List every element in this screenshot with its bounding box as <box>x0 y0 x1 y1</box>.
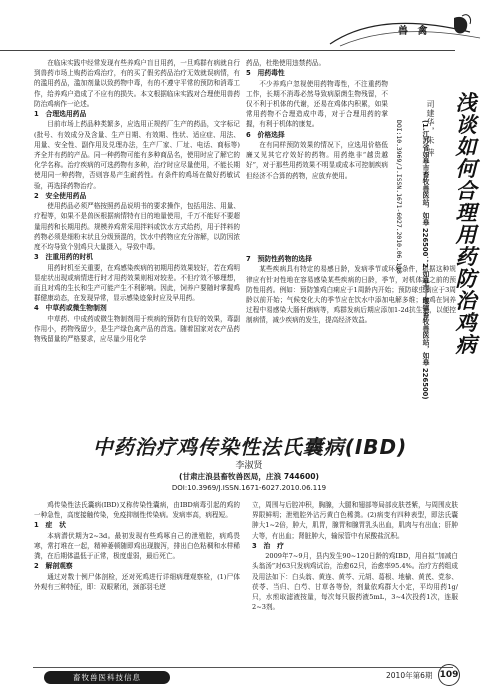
section-heading: 4 中草药或微生物制剂 <box>34 304 107 313</box>
article1-title-char: 浅 <box>455 91 477 115</box>
footer-rule <box>33 667 453 668</box>
journal-name-badge: 畜牧兽医科技信息 <box>44 671 170 684</box>
body-paragraph: 立，周围与后腔冲积，胸腺，大腿和翅部等局部皮肤苍紫，与周围皮肤界限鲜明；泄殖腔外沾污黄白色稀粪。(2)病变有四种表型，即法氏囊肿大1~2倍，肿大，肌胃，腺胃和腺胃乳头出血，肌肉与有出血；肝肿大等，有出血；肾脏肿大，输尿管中有尿酸盐沉积。 <box>252 501 458 540</box>
section-heading: 2 安全使用药品 <box>34 191 87 200</box>
article1-column-1 <box>34 58 240 414</box>
article1-title-char: 病 <box>455 333 477 357</box>
article1-affiliation: (1.江苏省如皋市畜牧兽医站，如皋 226500；2.如皋市丁堰镇畜牧兽医站，如皋 226500) <box>421 120 429 400</box>
article1-title-char: 鸡 <box>455 311 477 335</box>
page-number: 109 <box>438 664 460 686</box>
issue-label: 2010年第6期 <box>386 671 433 680</box>
section-heading: 3 注重用药的时机 <box>34 253 94 262</box>
body-paragraph: 不少养鸡户忽视使用药物毒性，不注重药物工作，长期不消毒必然导致病原菌生物残留，不仅不利于机体的代谢，还易在鸡体内积累，如果常用药物不合理造成中毒，对于合理用药的掌握，有利于机体的康复。 <box>246 79 388 129</box>
body-paragraph: 使用药品必须严格按照药品说明书的要求操作，包括用法、用量、疗程等，如果不是兽医根据病情特有目的地量使用，千万不能好不要超量用药和长期用药。规模养鸡常采用拌料或饮水方式给药，用于拌料的药物必须是细粉末状且分级预混的，饮水中药物应充分溶解，以防因浓度不均导致个别鸡只大量摄入，导致中毒。 <box>34 202 240 252</box>
article1-title-char: 治 <box>455 289 477 313</box>
section-title: 兽 禽 <box>398 26 431 37</box>
body-paragraph: 2009年7~9月，县内发生90~120日龄的鸡IBD，用自拟“加减白头翁汤”对63只发病鸡试治，治愈62只，治愈率95.4%。治疗方药组成及用法如下：白头翁、黄连、黄芩、元胡、葛根、地榆、黄芪、党参、茯苓、当归、白芍、甘草各等份，剂量依鸡群大小定，平均用药1g/只，水煎取滤液按量，每次每只服药液5mL，3~4次投药1次，连服2~3剂。 <box>252 552 458 612</box>
body-paragraph: 用药时机至关重要，在鸡感染疾病的初期用药效果较好，若在鸡明显症状出现或病情进行时才用药效果则相对较差。不但疗效不够理想，而且对鸡的生长和生产可能产生不利影响。因此，饲养户要随时掌握鸡群健康动态，在发现异常，显示感染迹象时应及早用药。 <box>34 263 240 303</box>
body-paragraph: 本病潜伏期为2~3d。最初发现有些鸡啄自己的泄殖腔，病鸡畏寒，常打堆在一起，精神萎顿随即鸡出现腹泻，排出白色粘稠和水样稀粪，在后期体温低于正常，极度虚弱，最后死亡。 <box>34 531 240 561</box>
section-heading: 6 价格选择 <box>246 130 285 139</box>
article1-title-char: 防 <box>455 267 477 291</box>
body-paragraph: 鸡传染性法氏囊病(IBD)又称传染性囊病，由IBD病毒引起的鸡的一种急性，高度接触传染，免疫抑制性传染病。发病率高，病程短。 <box>34 501 240 520</box>
article1-title-char: 谈 <box>455 113 477 137</box>
article2-affiliation: (甘肃庄浪县畜牧兽医局，庄浪 744600) <box>178 472 319 481</box>
article2-column-2 <box>252 500 458 660</box>
article1-title-char: 药 <box>455 245 477 269</box>
article1-author: 司建华，朱 萍 <box>426 100 435 158</box>
section-heading: 1 合理选用药品 <box>34 110 87 119</box>
body-paragraph: 某些疾病具有特定的易感日龄，发病季节或环境条件，根据这种规律应有针对性地在容易感染某些疾病的日龄，季节，对机体给之前的预防性用药。例如：预防雏鸡白痢应于1周龄内开始；预防球虫病应于3周龄以前开始；气候变化大的季节应在饮水中添加电解多维；肉鸡在饲养过程中易感染大肠杆菌病等，鸡群发病后期应添加1-2d抗生素，以便控制病情，减少疾病的发生，提高经济效益。 <box>246 265 456 325</box>
section-heading: 1 症 状 <box>34 521 66 530</box>
article1-column-2 <box>246 58 388 254</box>
section-heading: 3 治 疗 <box>252 541 284 550</box>
article2-author: 李淑贤 <box>235 461 263 471</box>
body-paragraph: 目前市场上药品种类繁多，应选用正规药厂生产的药品，文字标记(批号、有效成分及含量、生产日期、有效期、性状、适应症、用法、用量、安全性、副作用及兑理办法，生产厂家、厂址、电话、商标等)齐全并有药的产品。同一种药物可能有多种商品名，使用时应了解它的化学名称。治疗疾病的可选药物有多种，治疗时应尽量使用，不能长期使用同一种药物，否则容易产生耐药性。有条件的鸡场在做好药敏试验，再选择药物治疗。 <box>34 120 240 190</box>
body-paragraph: 中草药、中成药或微生物制剂用于疾病的预防有良好的效果，毒副作用小，药物残留少，是生产绿色禽产品的首选。随着国家对农产品药物残留量的严格要求，应尽量少用化学 <box>34 314 240 344</box>
section-heading: 2 解剖观察 <box>34 562 73 571</box>
article1-title-char: 如 <box>455 135 477 159</box>
header-rule <box>0 50 455 51</box>
article1-doi: DOI:10.3969/J.ISSN.1671-6027.2010.06.118 <box>395 120 403 274</box>
article2-doi: DOI:10.3969/J.ISSN.1671-6027.2010.06.119 <box>171 484 327 492</box>
body-paragraph: 通过对数十例尸体剖检，还对死鸡进行详细病理观察检，(1)尸体外观有三种特征，即：双眼紧闭，颈部羽毛逆 <box>34 572 240 592</box>
article1-title-char: 理 <box>455 201 477 225</box>
body-paragraph: 药品，杜绝使用违禁药品。 <box>246 59 326 67</box>
article1-title-char: 合 <box>455 179 477 203</box>
section-heading: 5 用药毒性 <box>246 69 285 78</box>
body-paragraph: 在临床实践中经常发现有些养鸡户盲目用药，一旦鸡群有病就自行到兽药市场上购药治鸡治疗，有的买了假劣药品治疗无效就误病情，有的滥用药品，滥加剂量以致药物中毒，有的不遵守平常的预防和消毒工作，给养鸡户造成了不应有的损失。本文根据临床实践对合理使用兽药防治鸡病作一论述。 <box>34 59 240 108</box>
article1-title-char: 用 <box>455 223 477 247</box>
body-paragraph: 在有同样预防效果的情况下，应选用价格低廉又见其它疗效好的药物。用药绝非“越贵越好”，对于那些用药效果不明显或成本可控制疾病但经济不合算的药物，应放弃使用。 <box>246 141 388 180</box>
article2-column-1 <box>34 500 240 660</box>
article1-title <box>438 92 494 362</box>
article2-title: 中药治疗鸡传染性法氏囊病(IBD) <box>92 435 408 459</box>
section-heading: 7 预防性药物的选择 <box>246 255 312 263</box>
article1-title-char: 何 <box>455 157 477 181</box>
